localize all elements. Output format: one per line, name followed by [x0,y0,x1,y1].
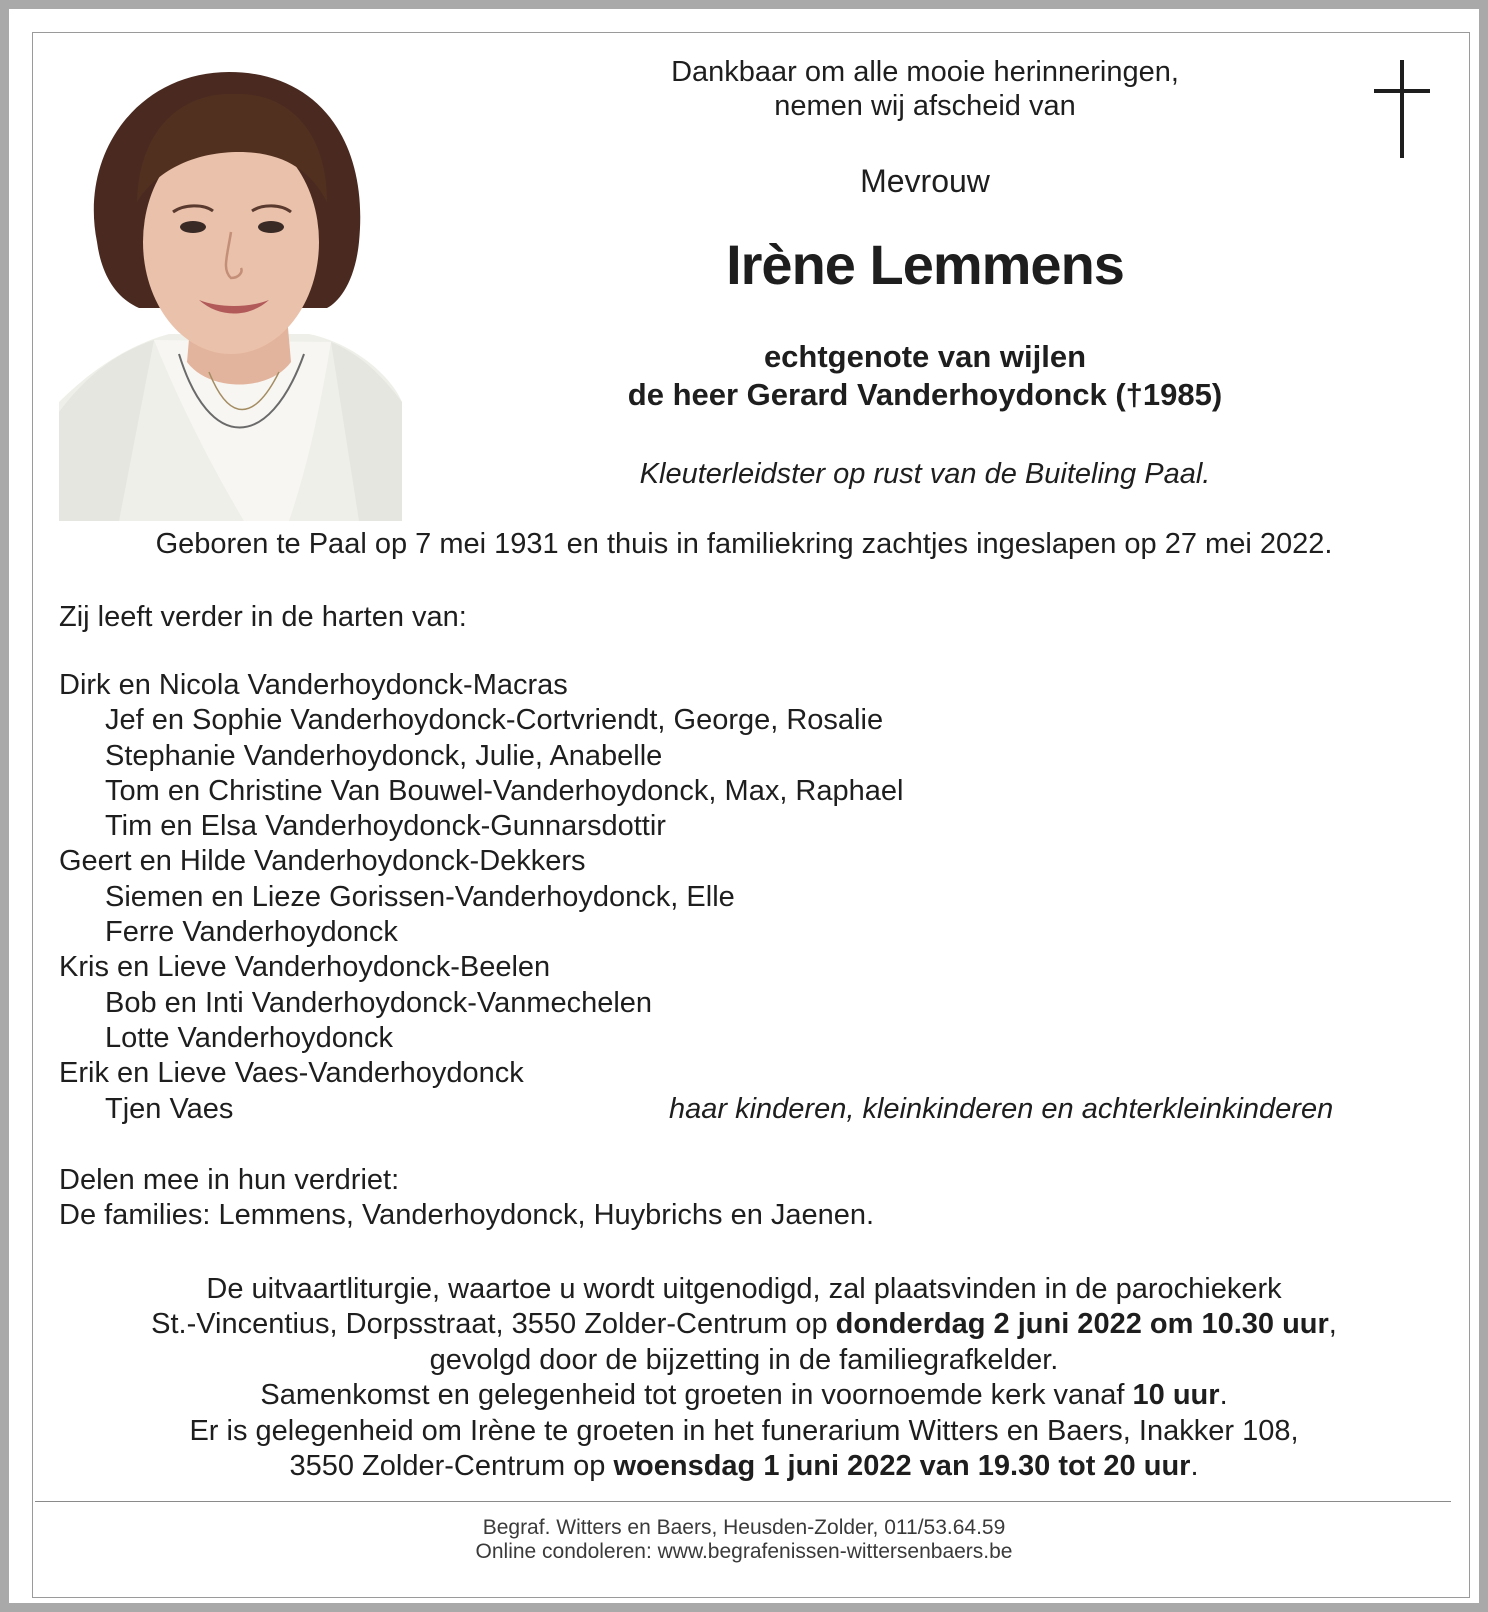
family-member: Tom en Christine Van Bouwel-Vanderhoydonck, Max, Raphael [105,774,904,807]
funeral-home-info: Begraf. Witters en Baers, Heusden-Zolder, 011/53.64.59 [482,1516,1006,1539]
intro-line-2: nemen wij afscheid van [774,90,1076,122]
funeral-line-4 [40,1378,1448,1413]
funeral-details [40,1272,1448,1484]
funeral-location: St.-Vincentius, Dorpsstraat, 3550 Zolder-Centrum op [151,1308,836,1341]
lives-on-heading: Zij leeft verder in de harten van: [59,601,467,633]
punctuation: , [1328,1308,1337,1341]
intro-text [440,55,1410,123]
family-member: Siemen en Lieze Gorissen-Vanderhoydonck, Elle [105,880,735,913]
funeral-line-6 [40,1449,1448,1484]
family-member: Stephanie Vanderhoydonck, Julie, Anabelle [105,739,663,772]
visitation-datetime: woensdag 1 juni 2022 van 19.30 tot 20 uur [613,1450,1191,1483]
family-member: Ferre Vanderhoydonck [105,916,398,949]
punctuation: . [1219,1379,1228,1412]
visitation-location: 3550 Zolder-Centrum op [289,1450,614,1483]
deceased-name: Irène Lemmens [726,233,1124,296]
birth-death-line: Geboren te Paal op 7 mei 1931 en thuis in familiekring zachtjes ingeslapen op 27 mei 2022. [155,528,1333,560]
funeral-line-5: Er is gelegenheid om Irène te groeten in het funerarium Witters en Baers, Inakker 108, [189,1414,1299,1447]
funeral-line-3: gevolgd door de bijzetting in de familiegrafkelder. [429,1343,1059,1376]
family-member: Tim en Elsa Vanderhoydonck-Gunnarsdottir [105,810,666,843]
share-heading: Delen mee in hun verdriet: [59,1164,400,1196]
family-list [59,668,1389,1127]
family-member: Jef en Sophie Vanderhoydonck-Cortvriendt, George, Rosalie [105,704,884,737]
family-member: Dirk en Nicola Vanderhoydonck-Macras [59,669,568,701]
family-member-last [59,1092,1389,1127]
funeral-datetime: donderdag 2 juni 2022 om 10.30 uur [835,1308,1329,1341]
intro-line-1: Dankbaar om alle mooie herinneringen, [671,56,1179,88]
spouse-line-2: de heer Gerard Vanderhoydonck (†1985) [627,377,1223,412]
funeral-line-2 [40,1307,1448,1342]
family-member: Erik en Lieve Vaes-Vanderhoydonck [59,1057,524,1090]
footer [40,1516,1448,1564]
family-relation: haar kinderen, kleinkinderen en achterkleinkinderen [669,1092,1334,1125]
family-member: Kris en Lieve Vanderhoydonck-Beelen [59,951,551,984]
family-member: Lotte Vanderhoydonck [105,1021,394,1054]
gathering-text: Samenkomst en gelegenheid tot groeten in voornoemde kerk vanaf [260,1379,1133,1412]
spouse-info [440,338,1410,414]
family-member: Geert en Hilde Vanderhoydonck-Dekkers [59,845,586,878]
family-member: Bob en Inti Vanderhoydonck-Vanmechelen [105,986,653,1019]
portrait-photo [59,72,402,521]
title-prefix: Mevrouw [860,163,990,199]
punctuation: . [1190,1450,1199,1483]
share-families: De families: Lemmens, Vanderhoydonck, Huybrichs en Jaenen. [59,1199,875,1231]
footer-divider [35,1501,1451,1502]
family-member-name: Tjen Vaes [105,1092,234,1125]
occupation: Kleuterleidster op rust van de Buiteling Paal. [639,458,1211,490]
funeral-line-1: De uitvaartliturgie, waartoe u wordt uitgenodigd, zal plaatsvinden in de parochiekerk [206,1273,1282,1305]
gathering-time: 10 uur [1132,1379,1220,1412]
online-condolences: Online condoleren: www.begrafenissen-wittersenbaers.be [475,1540,1013,1563]
spouse-line-1: echtgenote van wijlen [763,339,1087,374]
